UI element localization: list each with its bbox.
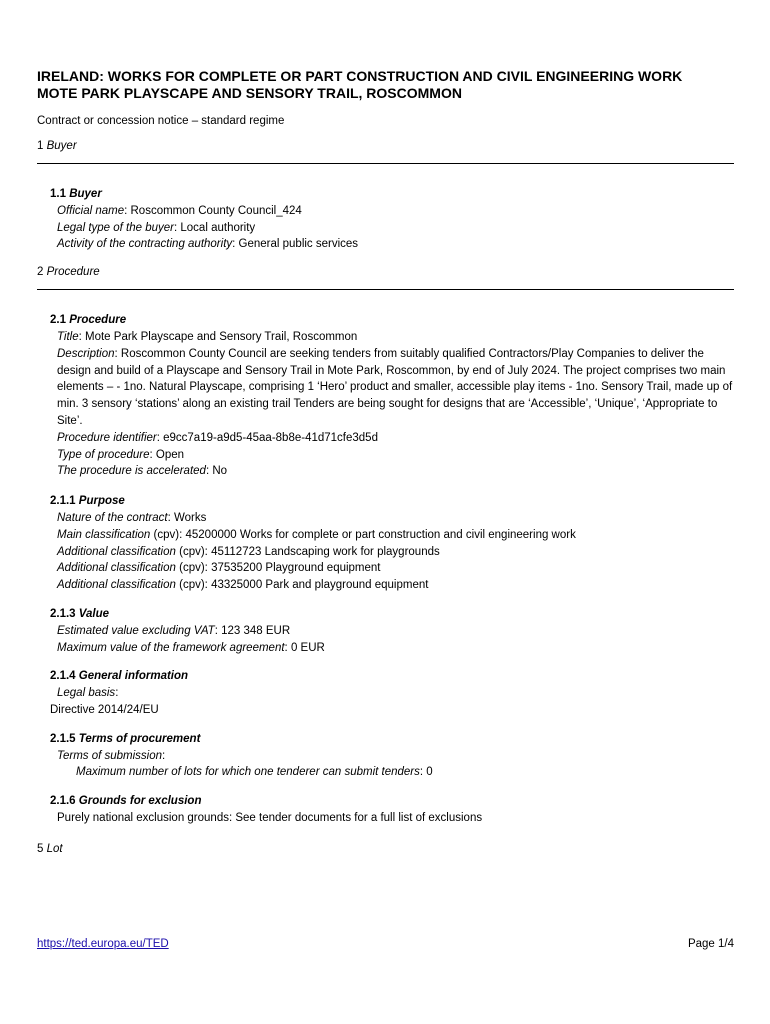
additional-classification-field: Additional classification (cpv): 37535200 Playground equipment — [57, 562, 381, 575]
section-divider — [37, 289, 734, 290]
subsection-buyer — [50, 186, 734, 253]
section-1-heading: 1 Buyer — [37, 140, 77, 152]
subsection-heading: 1.1 Buyer — [50, 188, 102, 200]
subsection-exclusion — [50, 793, 734, 827]
main-classification-field: Main classification (cpv): 45200000 Works for complete or part construction and civil engineering work — [57, 528, 576, 541]
maximum-value-field: Maximum value of the framework agreement: 0 EUR — [57, 641, 325, 654]
procedure-type-field: Type of procedure: Open — [57, 448, 185, 461]
page-footer — [37, 938, 734, 950]
procedure-identifier-field: Procedure identifier: e9cc7a19-a9d5-45aa-8b8e-41d71cfe3d5d — [57, 431, 378, 444]
exclusion-text: Purely national exclusion grounds: See tender documents for a full list of exclusions — [57, 811, 483, 824]
max-lots-field: Maximum number of lots for which one tenderer can submit tenders: 0 — [76, 766, 433, 779]
notice-title-line2: MOTE PARK PLAYSCAPE AND SENSORY TRAIL, ROSCOMMON — [37, 85, 462, 101]
page-number: Page 1/4 — [687, 938, 734, 950]
section-5-heading: 5 Lot — [37, 842, 63, 855]
legal-basis-value: Directive 2014/24/EU — [50, 703, 159, 716]
legal-type-field: Legal type of the buyer: Local authority — [57, 221, 256, 234]
activity-field: Activity of the contracting authority: General public services — [57, 238, 359, 251]
nature-field: Nature of the contract: Works — [57, 511, 207, 524]
subsection-heading: 2.1.5 Terms of procurement — [50, 732, 201, 745]
subsection-heading: 2.1 Procedure — [50, 314, 127, 327]
subsection-heading: 2.1.1 Purpose — [50, 495, 125, 508]
title-field: Title: Mote Park Playscape and Sensory Trail, Roscommon — [57, 330, 358, 343]
description-field: Description: Roscommon County Council are seeking tenders from suitably qualified Contractors/Play Companies to deliver the design and build of a Playscape and Sensory Trail in Mote Park, Roscommon, by end of July 2024. The project comprises two main elements – - 1no. Natural Playscape, comprising 1 ‘Hero’ product and smaller, accessible play items - 1no. Sensory Trail, made up of min. 3 sensory ‘stations’ along an existing trail Tenders are being sought for designs that are ‘Accessible’, ‘Unique’, ‘Appropriate to Site’. — [57, 347, 733, 427]
additional-classification-field: Additional classification (cpv): 43325000 Park and playground equipment — [57, 579, 429, 592]
official-name-field: Official name: Roscommon County Council_424 — [57, 204, 302, 217]
notice-title-line1: IRELAND: WORKS FOR COMPLETE OR PART CONSTRUCTION AND CIVIL ENGINEERING WORK — [37, 68, 683, 84]
notice-type: Contract or concession notice – standard regime — [37, 115, 285, 127]
subsection-heading: 2.1.4 General information — [50, 670, 189, 683]
ted-link[interactable]: https://ted.europa.eu/TED — [37, 938, 169, 950]
notice-title — [37, 68, 734, 102]
accelerated-field: The procedure is accelerated: No — [57, 465, 228, 478]
subsection-heading: 2.1.6 Grounds for exclusion — [50, 795, 202, 808]
subsection-heading: 2.1.3 Value — [50, 607, 110, 620]
section-2-heading: 2 Procedure — [37, 266, 100, 279]
subsection-general-information — [50, 668, 734, 718]
legal-basis-field: Legal basis: — [57, 687, 119, 700]
section-divider — [37, 163, 734, 164]
additional-classification-field: Additional classification (cpv): 45112723 Landscaping work for playgrounds — [57, 545, 440, 558]
subsection-purpose — [50, 493, 734, 594]
subsection-terms — [50, 731, 734, 781]
document-page — [37, 68, 734, 855]
subsection-value — [50, 606, 734, 656]
terms-of-submission-field: Terms of submission: — [57, 749, 166, 762]
subsection-procedure — [50, 312, 734, 480]
estimated-value-field: Estimated value excluding VAT: 123 348 EUR — [57, 624, 291, 637]
